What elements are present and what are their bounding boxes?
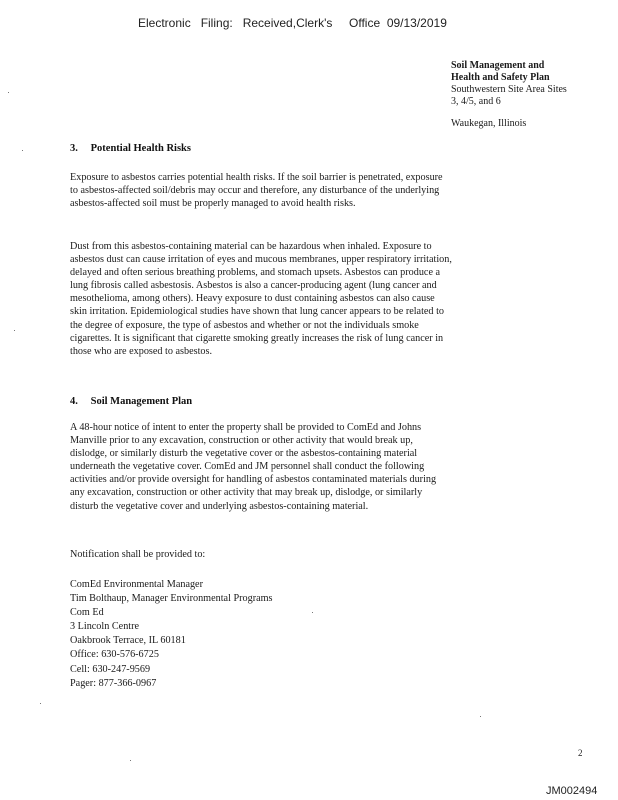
scan-speck: [8, 92, 9, 93]
scan-speck: [480, 716, 481, 717]
contact-line: ComEd Environmental Manager: [70, 579, 203, 590]
scan-speck: [22, 150, 23, 151]
bates-number: JM002494: [546, 785, 598, 797]
header-title-line2: Health and Safety Plan: [451, 72, 550, 83]
contact-line: Com Ed: [70, 607, 104, 619]
contact-line: Cell: 630-247-9569: [70, 663, 151, 675]
contact-block: [70, 578, 273, 691]
section-4-heading: [70, 396, 192, 407]
section-4-number: 4.: [70, 396, 78, 407]
scan-speck: [312, 612, 313, 613]
contact-line: Pager: 877-366-0967: [70, 677, 157, 689]
header-location: Waukegan, Illinois: [451, 118, 527, 129]
header-title-line1: Soil Management and: [451, 60, 545, 71]
contact-line: Oakbrook Terrace, IL 60181: [70, 635, 186, 647]
header-subtitle-line2: 3, 4/5, and 6: [451, 96, 501, 107]
contact-line: Tim Bolthaup, Manager Environmental Programs: [70, 593, 273, 605]
document-header: [451, 60, 567, 130]
section-3-paragraph-1: Exposure to asbestos carries potential health risks. If the soil barrier is penetrated, exposure to asbestos-affected soil/debris may occur and therefore, any disturbance of the underlying asbestos-affected soil must be properly managed to avoid health risks.: [70, 172, 443, 210]
section-4-paragraph-2: Notification shall be provided to:: [70, 549, 206, 560]
section-3-paragraph-2: Dust from this asbestos-containing material can be hazardous when inhaled. Exposure to asbestos dust can cause irritation of eyes and mucous membranes, upper respiratory irritation, delayed and often serious breathing problems, and stomach upsets. Asbestos can produce a lung fibrosis called asbestosis. Asbestos is also a cancer-producing agent (lung cancer and mesothelioma, among others). Heavy exposure to dust containing asbestos can also cause skin irritation. Epidemiological studies have shown that lung cancer appears to be related to the degree of exposure, the type of asbestos and whether or not the individuals smoke cigarettes. It is significant that cigarette smoking greatly increases the risk of lung cancer in those who are exposed to asbestos.: [70, 241, 452, 357]
scan-speck: [130, 760, 131, 761]
contact-line: Office: 630-576-6725: [70, 649, 159, 661]
section-4-paragraph-1: A 48-hour notice of intent to enter the property shall be provided to ComEd and Johns Manville prior to any excavation, construction or other activity that would break up, dislodge, or similarly disturb the vegetative cover or the asbestos-containing material underneath the vegetative cover. ComEd and JM personnel shall conduct the following activities and/or provide oversight for handling of asbestos contaminated materials during any excavation, construction or other activity that may break up, dislodge, or similarly disturb the vegetative cover and underlying asbestos-containing material.: [70, 422, 437, 512]
filing-stamp: Electronic Filing: Received,Clerk's Office 09/13/2019: [138, 16, 447, 30]
section-3-number: 3.: [70, 143, 78, 154]
scan-speck: [40, 703, 41, 704]
page-number: 2: [578, 748, 583, 758]
section-3-heading: [70, 143, 191, 154]
header-subtitle-line1: Southwestern Site Area Sites: [451, 84, 567, 95]
section-4-title: Soil Management Plan: [90, 396, 193, 407]
section-3-title: Potential Health Risks: [90, 143, 191, 154]
scan-speck: [14, 330, 15, 331]
contact-line: 3 Lincoln Centre: [70, 621, 140, 633]
